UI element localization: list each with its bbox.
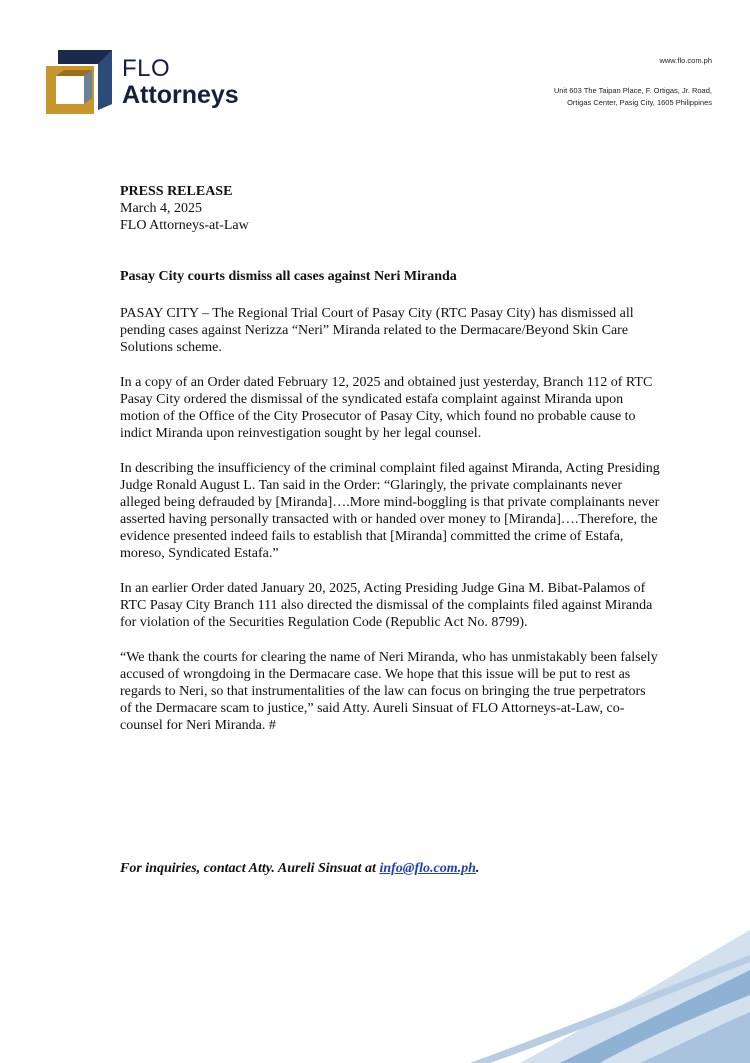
brand-line-attorneys: Attorneys	[122, 81, 239, 109]
paragraph: In an earlier Order dated January 20, 2025, Acting Presiding Judge Gina M. Bibat-Palamos of RTC Pasay City Branch 111 also directed the dismissal of the complaints filed against Miranda for violation of the Securities Regulation Code (Republic Act No. 8799).	[120, 581, 653, 630]
press-release-label: PRESS RELEASE	[120, 184, 233, 199]
paragraph: In describing the insufficiency of the criminal complaint filed against Miranda, Acting Presiding Judge Ronald August L. Tan said in the Order: “Glaringly, the private complainants never alleged being defrauded by [Miranda]….More mind-boggling is that private complainants never asserted having personally transacted with or handed over money to [Miranda]….Therefore, the evidence presented indeed fails to establish that [Miranda] committed the crime of Estafa, moreso, Syndicated Estafa.”	[120, 461, 660, 561]
address-line-1: Unit 603 The Taipan Place, F. Ortigas, Jr. Road,	[553, 86, 712, 95]
email-link[interactable]: info@flo.com.ph	[379, 861, 476, 876]
release-issuer: FLO Attorneys-at-Law	[120, 218, 249, 233]
flo-logo-icon	[42, 44, 114, 116]
release-date: March 4, 2025	[120, 201, 203, 216]
inquiry-text: For inquiries, contact Atty. Aureli Sinsuat at	[120, 861, 380, 876]
decorative-wave-graphic	[0, 900, 750, 1063]
release-body	[120, 305, 660, 752]
paragraph: “We thank the courts for clearing the name of Neri Miranda, who has unmistakably been falsely accused of wrongdoing in the Dermacare case. We hope that this issue will be put to rest as regards to Neri, so that instrumentalities of the law can focus on bringing the true perpetrators of the Dermacare scam to justice,” said Atty. Aureli Sinsuat of FLO Attorneys-at-Law, co-counsel for Neri Miranda. #	[120, 650, 658, 733]
letterhead-contact	[554, 55, 712, 109]
address-line-2: Ortigas Center, Pasig City, 1605 Philippines	[567, 98, 712, 107]
brand-name	[122, 57, 239, 108]
inquiry-end: .	[475, 861, 480, 876]
website-text: www.flo.com.ph	[659, 56, 712, 65]
headline: Pasay City courts dismiss all cases against Neri Miranda	[120, 269, 457, 284]
release-meta	[120, 183, 249, 234]
inquiry-line	[120, 861, 479, 877]
paragraph: PASAY CITY – The Regional Trial Court of Pasay City (RTC Pasay City) has dismissed all pending cases against Nerizza “Neri” Miranda related to the Dermacare/Beyond Skin Care Solutions scheme.	[120, 306, 634, 355]
brand-line-flo: FLO	[122, 55, 171, 82]
paragraph: In a copy of an Order dated February 12, 2025 and obtained just yesterday, Branch 112 of RTC Pasay City ordered the dismissal of the syndicated estafa complaint against Miranda upon motion of the Office of the City Prosecutor of Pasay City, which found no probable cause to indict Miranda upon reinvestigation sought by her legal counsel.	[120, 375, 653, 441]
